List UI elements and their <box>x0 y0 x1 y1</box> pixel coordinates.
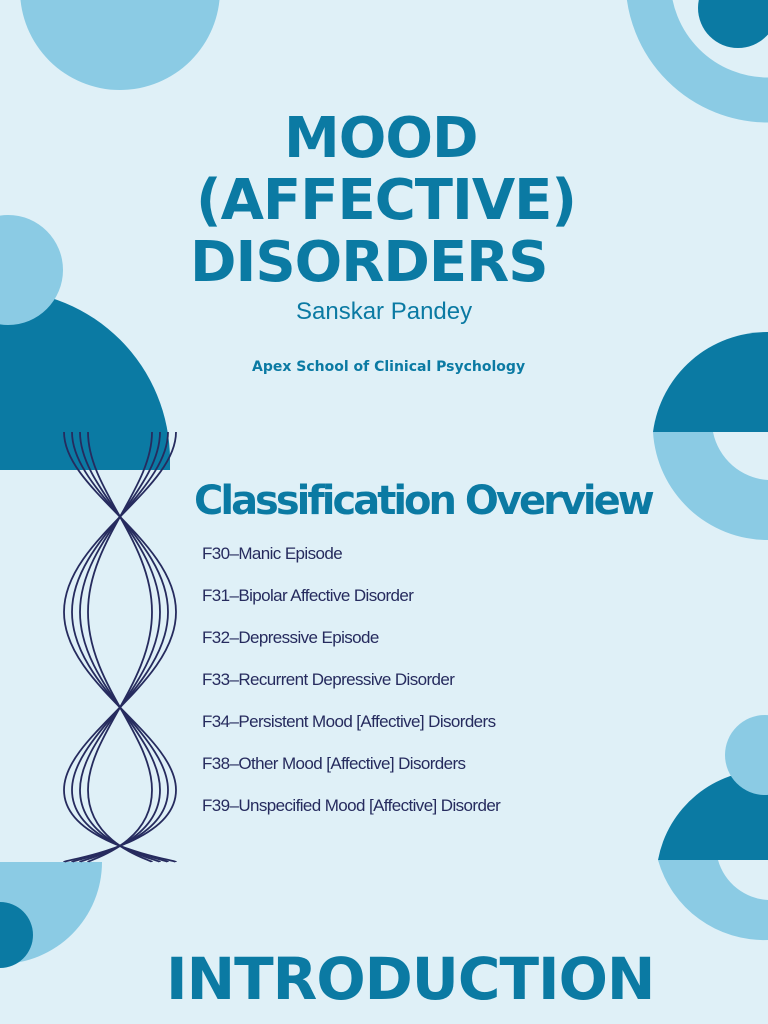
title-line: MOOD <box>284 106 478 171</box>
top-right-dark-circle <box>698 0 768 48</box>
right-dark-quarter <box>653 332 768 432</box>
list-item: F32–Depressive Episode <box>202 628 379 647</box>
top-left-circle <box>20 0 220 90</box>
title-line: (AFFECTIVE) <box>196 168 577 233</box>
helix-lines <box>64 432 176 862</box>
school-name: Apex School of Clinical Psychology <box>252 359 526 375</box>
author-name: Sanskar Pandey <box>296 298 473 325</box>
classification-list <box>202 542 500 836</box>
list-item: F33–Recurrent Depressive Disorder <box>202 670 455 689</box>
title-line: DISORDERS <box>190 230 548 295</box>
section-heading: Classification Overview <box>194 478 652 524</box>
list-item: F31–Bipolar Affective Disorder <box>202 586 414 605</box>
list-item: F38–Other Mood [Affective] Disorders <box>202 754 466 773</box>
list-item: F39–Unspecified Mood [Affective] Disorder <box>202 796 501 815</box>
introduction-heading: INTRODUCTION <box>166 945 655 1013</box>
right-lower-light-ring <box>658 860 768 940</box>
list-item: F34–Persistent Mood [Affective] Disorders <box>202 712 496 731</box>
page-title <box>190 108 590 294</box>
right-light-ring <box>653 432 768 540</box>
list-item: F30–Manic Episode <box>202 544 343 563</box>
